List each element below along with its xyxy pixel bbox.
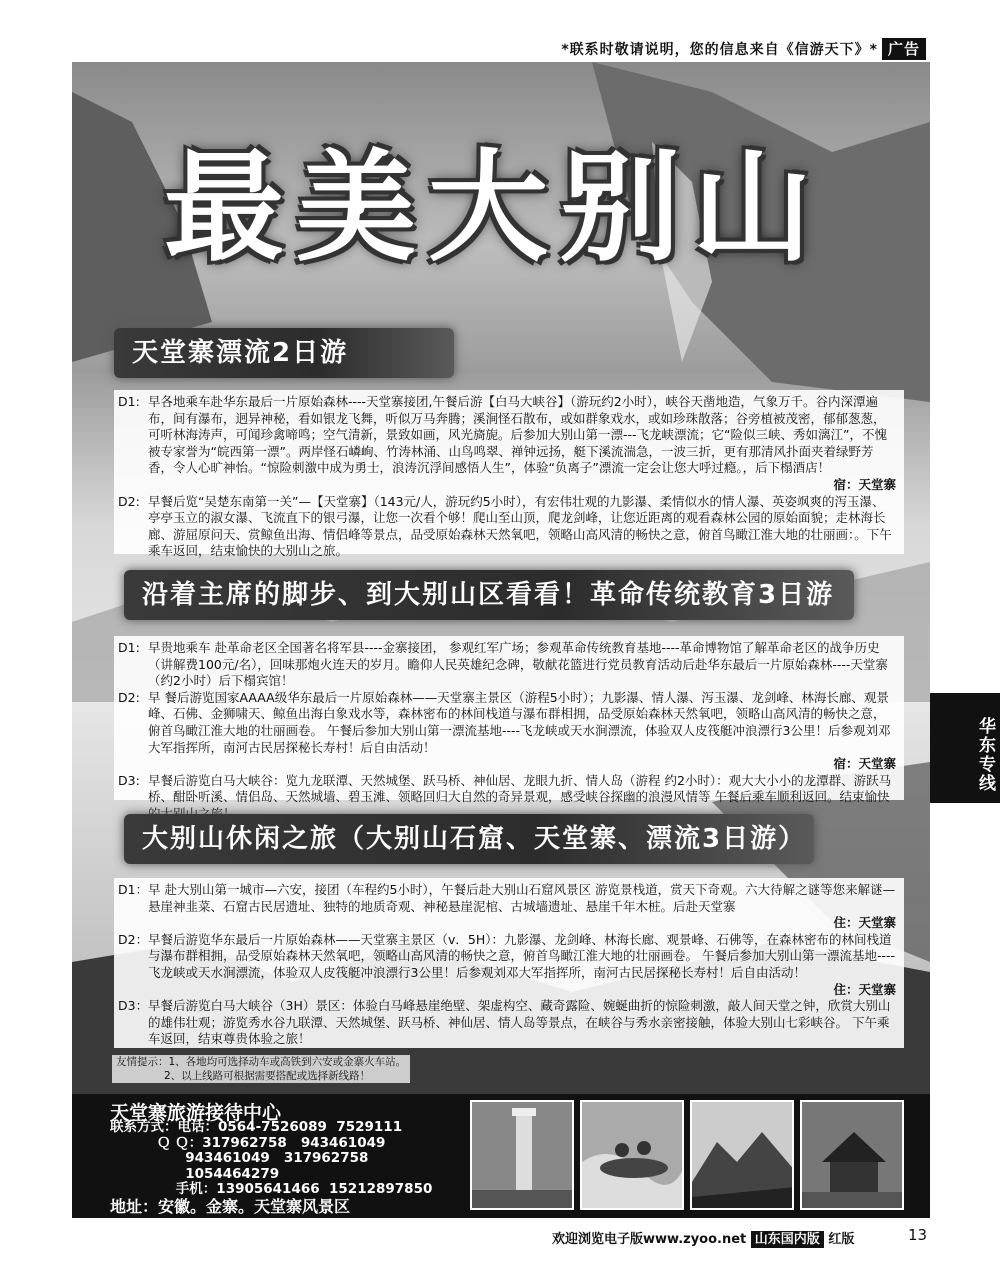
agency-address: 地址：安徽。金寨。天堂寨风景区 — [110, 1197, 351, 1216]
contact-panel — [72, 1094, 930, 1218]
friendly-tips: 友情提示：1、各地均可选择动车或高铁到六安或金寨火车站。 2、以上线路可根据需要搭配或选择新线路！ — [112, 1055, 410, 1083]
itinerary-box-2 — [114, 636, 904, 805]
day-row: D1： 早 赴大别山第一城市—六安，接团（车程约5小时），午餐后赴大别山石窟风景区 游览景栈道，赏天下奇观。六大待解之谜等您来解谜—悬崖神韭菜、石窟古民居遗址、独特的地质奇观、神秘悬崖泥棺、古城墙遗址、悬崖千年木桩。后赴天堂寨 住：天堂寨 — [118, 882, 896, 931]
itinerary-box-3 — [114, 878, 904, 1048]
agency-name: 天堂寨旅游接待中心 — [110, 1102, 282, 1124]
section-heading-2: 沿着主席的脚步、到大别山区看看！革命传统教育3日游 — [124, 570, 854, 620]
itinerary-box-1 — [114, 390, 904, 559]
page-number: 13 — [908, 1226, 928, 1244]
section-heading-1: 天堂寨漂流2日游 — [114, 328, 454, 378]
ad-tag: 广告 — [882, 38, 926, 60]
header-note: *联系时敬请说明，您的信息来自《信游天下》* 广告 — [561, 38, 926, 59]
side-label: 华东专线 — [930, 693, 1000, 803]
main-title: 最美大别山 — [164, 139, 824, 278]
day-row: D2： 早餐后游览华东最后一片原始森林——天堂寨主景区（v．5H）：九影瀑、龙剑峰、林海长廊、观景峰、石佛等，在森林密布的林间栈道与瀑布群相拥，品受原始森林天然氧吧，领略山高风清的畅快之意，俯首鸟瞰江淮大地的壮丽画卷。 午餐后参加大别山第一漂流基地----飞龙峡或天水涧漂流，体验双人皮筏艇冲浪漂行3公里！后参观刘邓大军指挥所，南河古民居探秘长寿村！后自由活动！ 住：天堂寨 — [118, 931, 896, 997]
contact-info: 联系方式：电话：0564-7526089 7529111 Ｑ Ｑ：317962758 943461049 943461049 317962758 1054464279 手机：13905641466 15212897850 — [110, 1119, 433, 1197]
day-row: D1: 早贵地乘车 赴革命老区全国著名将军县----金寨接团， 参观红军广场；参观革命传统教育基地----革命博物馆了解革命老区的战争历史（讲解费100元/名），回味那炮火连天的岁月。瞻仰人民英雄纪念碑，敬献花篮进行党员教育活动后赴华东最后一片原始森林----天堂寨（约2小时）后下榻宾馆！ — [118, 640, 888, 689]
poster-main — [72, 62, 930, 1094]
pavilion-photo — [800, 1100, 904, 1210]
rafting-photo — [580, 1100, 684, 1210]
mountain-photo — [690, 1100, 794, 1210]
monument-photo — [470, 1100, 574, 1210]
footer: 欢迎浏览电子版www.zyoo.net 山东国内版 红版 — [552, 1232, 855, 1247]
day-row: D1: 早各地乘车赴华东最后一片原始森林----天堂寨接团,午餐后游【白马大峡谷】（游玩约2小时），峡谷天凿地造，气象万千。谷内深潭遍布，间有瀑布，迥异神秘，看如银龙飞舞，听似万马奔腾；溪涧怪石散布，或如群象戏水，或如珍珠散落；谷旁植被茂密，郁郁葱葱，可听林海涛声，可闻珍禽啼鸣；空气清新，景致如画，风光旖旎。后参加大别山第一漂---飞龙峡漂流；它“险似三峡、秀如漓江”，不愧被专家誉为“皖西第一漂”。两岸怪石嶙峋、竹涛林涌、山鸟鸣翠、禅钟远扬，艇下溪流湍急，一波三折，更有那清风扑面夹着绿野芳香，令人心旷神怡。“惊险刺激中成为勇士，浪涛沉浮间感悟人生”，体验“负离子”漂流一定会让您大呼过瘾。，后下榻酒店！ 宿：天堂寨 — [118, 394, 896, 492]
section-heading-3: 大别山休闲之旅（大别山石窟、天堂寨、漂流3日游） — [124, 814, 814, 864]
day-row: D3: 早餐后游览白马大峡谷：览九龙联潭、天然城堡、跃马桥、神仙居、龙眼九折、情人岛（游程 约2小时）：观大大小小的龙潭群、游跃马桥、酣卧听溪、情侣岛、天然城墙、碧玉滩、领略回归大自然的奇异景观，感受峡谷探幽的浪漫风情等 午餐后乘车顺利返回。结束愉快 — [118, 772, 892, 805]
day-row: D2: 早餐后览“吴楚东南第一关”—【天堂寨】（143元/人，游玩约5小时），有宏伟壮观的九影瀑、柔情似水的情人瀑、英姿飒爽的泻玉瀑、亭亭玉立的淑女瀑、飞流直下的银弓瀑，让您一次看个够！爬山至山顶，爬龙剑峰，让您近距离的观看森林公园的原始面貌；走林海长廊、游屈原问天、赏鲸鱼出海、情侣峰等景点，品受原始森林天然氧吧，领略山高风清的畅快之意，俯首鸟瞰江淮大地的壮丽画：。下午乘车返回，结束愉快的大别山之旅。 — [118, 493, 892, 559]
day-row: D3： 早餐后游览白马大峡谷（3H）景区：体验白马峰悬崖绝壁、架虚构空、藏奇露险、婉蜒曲折的惊险刺激，敲人间天堂之钟，欣赏大别山的雄伟壮观；游览秀水谷九联潭、天然城堡、跃马桥、神仙居、情人岛等景点，在峡谷与秀水亲密接触，体验大别山七彩峡谷。 下午乘车返回，结束尊贵体验之旅！ — [118, 998, 891, 1047]
day-row: D2: 早 餐后游览国家AAAA级华东最后一片原始森林——天堂寨主景区（游程5小时）；九影瀑、情人瀑、泻玉瀑、龙剑峰、林海长廊、观景峰、石佛、金狮啸天、鲸鱼出海白象戏水等，森林密布的林间栈道与瀑布群相拥，品受原始森林天然氧吧，领略山高风清的畅快之意，俯首鸟瞰江淮大地的壮丽画卷。 午餐后参加大别山第一漂流基地----飞龙峡或天水涧漂流，体验双人皮筏艇冲浪漂行3公里！后参观刘邓大军指挥所，南河古民居探秘长寿村！后自由活动！ 宿：天堂寨 — [118, 689, 896, 772]
